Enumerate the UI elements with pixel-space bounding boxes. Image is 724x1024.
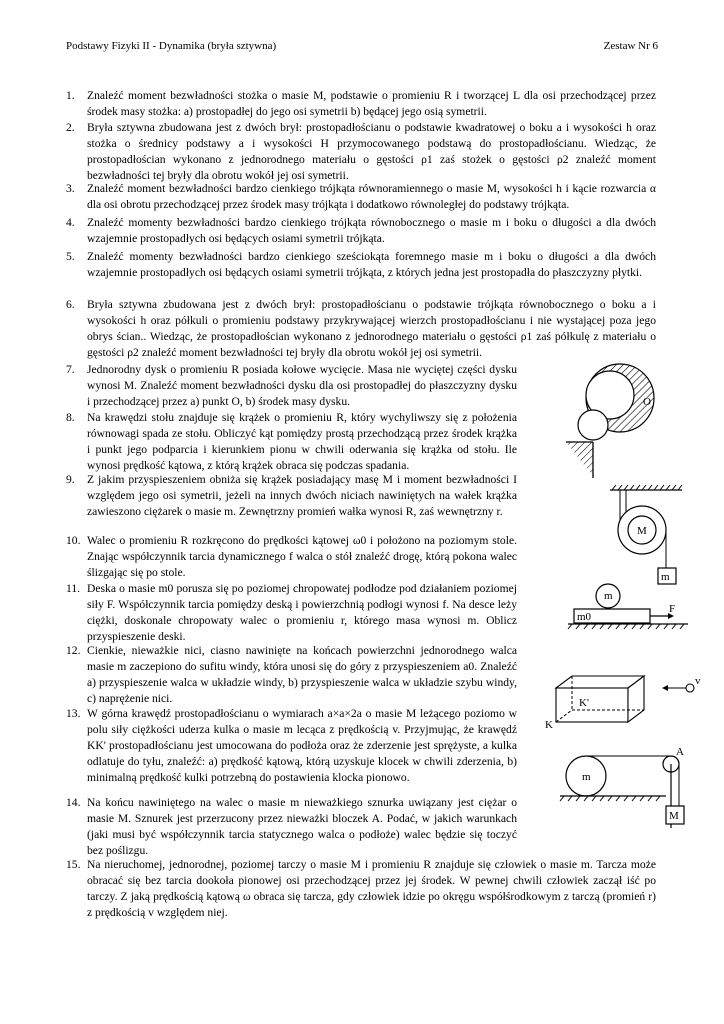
problem-number: 8. bbox=[66, 411, 75, 424]
figure-disk-on-table bbox=[566, 404, 626, 484]
problem-number: 4. bbox=[66, 216, 75, 229]
problem-number: 9. bbox=[66, 473, 75, 486]
problem-number: 14. bbox=[66, 796, 81, 809]
box-front bbox=[556, 688, 628, 722]
velocity-label: v bbox=[695, 675, 701, 687]
problem-text: Bryła sztywna zbudowana jest z dwóch brył: prostopadłościanu o podstawie kwadratowej o boku a i wysokości h oraz stożka o średnicy podstawy a i wysokości H przymocowanego podstawą do prostopadłościanu. Wiedząc, że prostopadłościan wykonano z jednorodnego materiału o gęstości ρ1 zaś stożek o gęstości ρ2 znaleźć moment bezwładności tej bryły dla obrotu wokół jej osi symetrii. bbox=[87, 121, 656, 182]
problem-text: Bryła sztywna zbudowana jest z dwóch brył: prostopadłościanu o podstawie trójkąta równobocznego o boku a i wysokości h oraz półkuli o promieniu podstawy przykrywającej wierzch prostopadłościanu i nie wystającej poza jego obrys ścian.. Wiedząc, że prostopadłościan wykonano z jednorodnego materiału o gęstości ρ1 zaś półkulę z materiału o gęstości ρ2 znaleźć moment bezwładności tej bryły dla obrotu wokół jej osi symetrii. bbox=[87, 298, 656, 359]
figure-pulley-with-weight bbox=[606, 484, 686, 588]
problem-text: Cienkie, nieważkie nici, ciasno nawinięte na końcach powierzchni jednorodnego walca masie m zaczepiono do sufitu windy, która unosi się do góry z przyspieszeniem a0. Znaleźć a) przyspieszenie walca w układzie windy, b) przyspieszenie walca w układzie szybu windy, c) naprężenie nici. bbox=[87, 644, 517, 705]
table-hatch bbox=[566, 442, 593, 476]
problem-number: 6. bbox=[66, 298, 75, 311]
problem-14 bbox=[66, 795, 517, 859]
roller-mass-label: m bbox=[604, 590, 613, 602]
problem-text: Znaleźć momenty bezwładności bardzo cienkiego sześciokąta foremnego masie m i boku o długości a dla dwóch wzajemnie prostopadłych osi będących osiami symetrii trójkąta, z których jedna jest prostopadła do płaszczyzny płytki. bbox=[87, 250, 656, 279]
problem-text: Na końcu nawiniętego na walec o masie m nieważkiego sznurka uwiązany jest ciężar o masie M. Sznurek jest przerzucony przez nieważki bloczek A. Podać, w jakich warunkach (jaki musi być współczynnik tarcia statycznego walca o podłoże) walec będzie się toczyć bez poślizgu. bbox=[87, 796, 517, 857]
problem-text: Znaleźć momenty bezwładności bardzo cienkiego trójkąta równobocznego o masie m i boku o długości a dla dwóch wzajemnie prostopadłych osi będących osiami symetrii trójkąta. bbox=[87, 216, 656, 245]
problem-9 bbox=[66, 472, 517, 520]
problem-15 bbox=[66, 857, 656, 921]
problem-text: Deska o masie m0 porusza się po poziomej chropowatej podłodze pod działaniem poziomej siły F. Współczynnik tarcia pomiędzy deską i powierzchnią podłogi wynosi f. Na desce leży ciężki, doskonale chropowaty walec o promieniu r, którego masa wynosi m. Oblicz przyspieszenie deski. bbox=[87, 582, 517, 643]
point-o-label: O bbox=[643, 396, 651, 408]
problem-5 bbox=[66, 249, 656, 281]
velocity-arrow bbox=[662, 685, 668, 691]
problem-text: W górna krawędź prostopadłościanu o wymiarach a×a×2a o masie M leżącego poziomo w polu siły ciężkości uderza kulka o masie m lecąca z prędkością v. Przyjmując, że krawędź KK' prostopadłościanu jest umocowana do podłoża oraz że zderzenie jest sprężyste, a kulka odlatuje do tyłu, znaleźć: a) prędkość kątową, którą uzyskuje klocek w chwili zderzenia, b) minimalną prędkość kulki potrzebną do postawienia klocka pionowo. bbox=[87, 707, 517, 784]
problem-text: Na krawędzi stołu znajduje się krążek o promieniu R, który wychyliwszy się z położenia równowagi spada ze stołu. Obliczyć kąt pomiędzy prostą przechodzącą przez środek krążka i punkt jego podparcia i kierunkiem pionu w chwili oderwania się krążka od stołu. Ile wynosi prędkość kątowa, z którą krążek obraca się podczas spadania. bbox=[87, 411, 517, 472]
pulley-a-label: A bbox=[676, 746, 684, 758]
problem-7 bbox=[66, 362, 517, 410]
problem-number: 2. bbox=[66, 121, 75, 134]
problem-number: 13. bbox=[66, 707, 81, 720]
problem-10 bbox=[66, 533, 517, 581]
problem-number: 7. bbox=[66, 363, 75, 376]
problem-number: 12. bbox=[66, 644, 81, 657]
problem-number: 3. bbox=[66, 182, 75, 195]
ball-shape bbox=[686, 684, 694, 692]
problem-8 bbox=[66, 410, 517, 474]
header-title: Podstawy Fizyki II - Dynamika (bryła sztywna) bbox=[66, 40, 277, 52]
problem-number: 10. bbox=[66, 534, 81, 547]
figure-roller-with-pulley bbox=[560, 744, 690, 829]
pulley-mass-label: M bbox=[637, 525, 647, 537]
figure-block-with-ball bbox=[538, 672, 708, 732]
problem-2 bbox=[66, 120, 656, 184]
problem-3 bbox=[66, 181, 656, 213]
problem-1 bbox=[66, 88, 656, 120]
problem-13 bbox=[66, 706, 517, 786]
problem-text: Znaleźć moment bezwładności bardzo cienkiego trójkąta równoramiennego o masie M, wysokości h i kącie rozwarcia α dla osi obrotu przechodzącej przez środek masy trójkąta i dodatkowo równoległej do podstawy trójkąta. bbox=[87, 182, 656, 211]
problem-12 bbox=[66, 643, 517, 707]
problem-text: Walec o promieniu R rozkręcono do prędkości kątowej ω0 i położono na poziomym stole. Znając współczynnik tarcia dynamicznego f walca o stół znaleźć drogę, którą pokona walec ślizgając się po stole. bbox=[87, 534, 517, 579]
force-label: F bbox=[669, 603, 676, 615]
problem-number: 5. bbox=[66, 250, 75, 263]
problem-6 bbox=[66, 297, 656, 361]
roller-mass-label: m bbox=[582, 771, 591, 783]
problem-number: 1. bbox=[66, 89, 75, 102]
figure-board-with-roller bbox=[568, 584, 698, 634]
problem-text: Z jakim przyspieszeniem obniża się krążek posiadający masę M i moment bezwładności I względem jego osi symetrii, jeżeli na innych dwóch niciach nawiniętych na wałek krążka zawieszono ciężarek o masie m. Zewnętrzny promień wałka wynosi R, zaś wewnętrzny r. bbox=[87, 473, 517, 518]
problem-text: Na nieruchomej, jednorodnej, poziomej tarczy o masie M i promieniu R znajduje się człowiek o masie m. Tarcza może obracać się bez tarcia dookoła pionowej osi przechodzącej przez jej środek. W pewnej chwili człowiek zaczął iść po tarczy. Z jaką prędkością kątową ω obraca się tarcza, gdy człowiek idzie po okręgu współśrodkowym z tarczą (promień r) z prędkością v względem niej. bbox=[87, 858, 656, 919]
edge-k-label: K bbox=[545, 719, 553, 731]
problem-4 bbox=[66, 215, 656, 247]
problem-text: Jednorodny dysk o promieniu R posiada kołowe wycięcie. Masa nie wyciętej części dysku wynosi M. Znaleźć moment bezwładności dysku dla osi prostopadłej do płaszczyzny dysku i przechodzącej przez a) punkt O, b) środek masy dysku. bbox=[87, 363, 517, 408]
hanging-mass-label: M bbox=[669, 810, 679, 822]
problem-text: Znaleźć moment bezwładności stożka o masie M, podstawie o promieniu R i tworzącej L dla osi przechodzącej przez środek masy stożka: a) prostopadłej do jego osi symetrii b) będącej jego osią symetrii. bbox=[87, 89, 656, 118]
problem-number: 15. bbox=[66, 858, 81, 871]
board-mass-label: m0 bbox=[577, 611, 592, 623]
weight-mass-label: m bbox=[661, 571, 670, 583]
header-set-number: Zestaw Nr 6 bbox=[603, 40, 658, 52]
edge-k-prime-label: K' bbox=[579, 697, 589, 709]
problem-number: 11. bbox=[66, 582, 81, 595]
problem-11 bbox=[66, 581, 517, 645]
disk-shape bbox=[578, 410, 608, 440]
